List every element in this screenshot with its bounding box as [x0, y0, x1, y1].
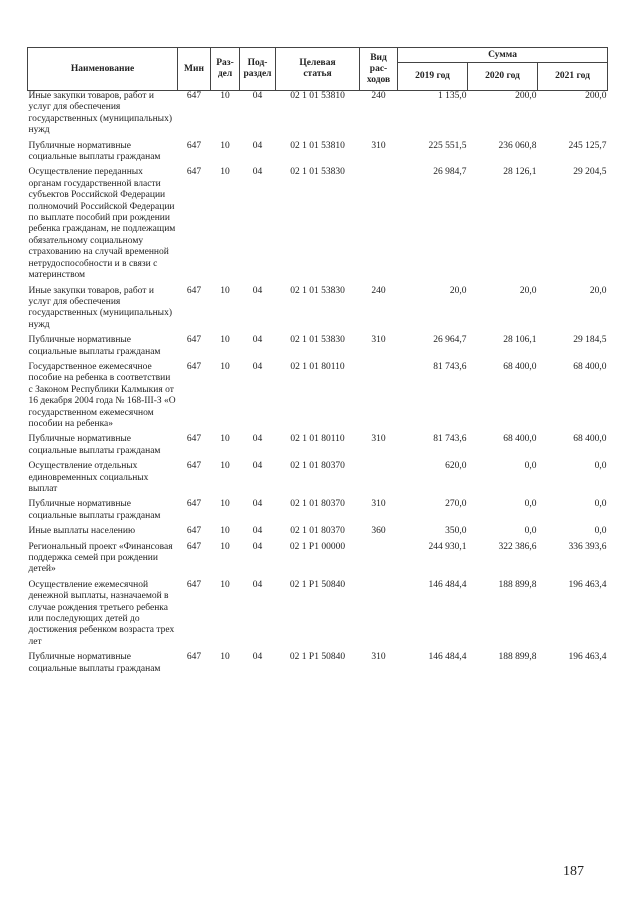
cell-name: Осуществление отдельных единовременных социальных выплат: [28, 461, 149, 494]
cell-y2020: 28 126,1: [503, 167, 537, 178]
cell-vid: [360, 580, 398, 652]
budget-table: [27, 47, 608, 679]
cell-y2021: 196 463,4: [568, 579, 607, 590]
cell-tselevaya: 02 1 01 53830: [290, 285, 345, 296]
cell-name: Иные выплаты населению: [28, 526, 136, 537]
cell-vid: 310: [371, 652, 386, 663]
cell-vid: [360, 461, 398, 499]
table-row: [28, 141, 608, 168]
cell-razdel: 10: [220, 652, 230, 663]
table-row: [28, 580, 608, 652]
cell-y2020: 0,0: [524, 526, 537, 537]
cell-y2020: 188 899,8: [498, 652, 537, 663]
cell-podrazdel: 04: [252, 526, 263, 537]
cell-podrazdel: 04: [252, 91, 263, 101]
cell-podrazdel: 04: [252, 434, 263, 445]
cell-y2021: 68 400,0: [573, 434, 607, 445]
cell-tselevaya: 02 1 P1 50840: [289, 579, 346, 590]
cell-razdel: 10: [220, 140, 230, 151]
cell-razdel: 10: [220, 335, 230, 346]
table-row: [28, 335, 608, 362]
cell-name: Осуществление ежемесячной денежной выплаты, назначаемой в случае рождения третьего ребенка или последующих детей до достижения ребенком возраста трех лет: [28, 579, 175, 647]
cell-min: 647: [186, 140, 202, 151]
table-row: [28, 434, 608, 461]
cell-razdel: 10: [220, 541, 230, 552]
cell-tselevaya: 02 1 01 80370: [290, 461, 345, 472]
cell-tselevaya: 02 1 P1 50840: [289, 652, 346, 663]
cell-podrazdel: 04: [252, 541, 263, 552]
cell-y2019: 146 484,4: [428, 652, 467, 663]
cell-y2019: 270,0: [445, 499, 467, 510]
cell-podrazdel: 04: [252, 335, 263, 346]
cell-razdel: 10: [220, 499, 230, 510]
cell-min: 647: [186, 361, 202, 372]
cell-y2020: 28 106,1: [503, 335, 537, 346]
header-vid: Вид рас- ходов: [360, 48, 398, 91]
cell-min: 647: [186, 526, 202, 537]
cell-y2020: 188 899,8: [498, 579, 537, 590]
header-min: Мин: [178, 48, 211, 91]
cell-vid: 310: [371, 434, 386, 445]
cell-y2019: 350,0: [445, 526, 467, 537]
cell-y2021: 0,0: [594, 526, 607, 537]
cell-vid: 240: [371, 285, 386, 296]
cell-y2021: 245 125,7: [568, 140, 607, 151]
table-body: [28, 91, 608, 680]
table-row: [28, 652, 608, 679]
cell-tselevaya: 02 1 01 80370: [290, 526, 345, 537]
header-2020: 2020 год: [468, 63, 538, 91]
cell-vid: [360, 362, 398, 434]
cell-podrazdel: 04: [252, 461, 263, 472]
header-summa: Сумма: [398, 48, 608, 63]
cell-y2019: 26 964,7: [433, 335, 467, 346]
cell-y2019: 1 135,0: [438, 91, 467, 101]
header-2019: 2019 год: [398, 63, 468, 91]
cell-podrazdel: 04: [252, 499, 263, 510]
cell-y2020: 0,0: [524, 461, 537, 472]
cell-y2020: 68 400,0: [503, 434, 537, 445]
cell-tselevaya: 02 1 P1 00000: [289, 541, 346, 552]
cell-y2021: 68 400,0: [573, 361, 607, 372]
cell-y2021: 200,0: [585, 91, 607, 101]
cell-y2021: 0,0: [594, 461, 607, 472]
cell-razdel: 10: [220, 526, 230, 537]
cell-min: 647: [186, 541, 202, 552]
cell-vid: 310: [371, 140, 386, 151]
cell-vid: [360, 542, 398, 580]
cell-razdel: 10: [220, 361, 230, 372]
cell-name: Региональный проект «Финансовая поддержка семей при рождении детей»: [28, 541, 173, 575]
cell-razdel: 10: [220, 579, 230, 590]
cell-min: 647: [186, 652, 202, 663]
cell-razdel: 10: [220, 91, 230, 101]
cell-y2019: 81 743,6: [433, 434, 467, 445]
header-podrazdel: Под- раздел: [240, 48, 276, 91]
cell-y2021: 0,0: [594, 499, 607, 510]
table-row: [28, 461, 608, 499]
cell-tselevaya: 02 1 01 53830: [290, 167, 345, 178]
cell-vid: 310: [371, 499, 386, 510]
header-name: Наименование: [28, 48, 178, 91]
cell-tselevaya: 02 1 01 80370: [290, 499, 345, 510]
cell-min: 647: [186, 579, 202, 590]
table-row: [28, 542, 608, 580]
cell-y2019: 225 551,5: [428, 140, 467, 151]
cell-y2020: 200,0: [515, 91, 537, 101]
cell-podrazdel: 04: [252, 167, 263, 178]
cell-y2020: 0,0: [524, 499, 537, 510]
cell-vid: 240: [371, 91, 386, 101]
cell-y2020: 20,0: [519, 285, 537, 296]
table-row: [28, 362, 608, 434]
cell-min: 647: [186, 91, 202, 101]
cell-name: Осуществление переданных органам государственной власти субъектов Российской Федерации полномочий Российской Федерации по выплате пособий при рождении ребенка гражданам, не подлежащим обязательному социальному страхованию на случай временной нетрудоспособности и в связи с материнством: [28, 167, 176, 281]
cell-y2020: 322 386,6: [498, 541, 537, 552]
cell-min: 647: [186, 335, 202, 346]
table-row: [28, 286, 608, 336]
header-2021: 2021 год: [538, 63, 608, 91]
cell-y2019: 146 484,4: [428, 579, 467, 590]
cell-y2019: 81 743,6: [433, 361, 467, 372]
cell-podrazdel: 04: [252, 140, 263, 151]
cell-razdel: 10: [220, 167, 230, 178]
cell-y2021: 29 184,5: [573, 335, 607, 346]
cell-tselevaya: 02 1 01 53830: [290, 335, 345, 346]
cell-vid: 310: [371, 335, 386, 346]
cell-tselevaya: 02 1 01 53810: [290, 91, 345, 101]
cell-name: Иные закупки товаров, работ и услуг для обеспечения государственных (муниципальных) нужд: [28, 285, 172, 330]
cell-podrazdel: 04: [252, 285, 263, 296]
cell-tselevaya: 02 1 01 80110: [290, 361, 345, 372]
table-row: [28, 499, 608, 526]
cell-podrazdel: 04: [252, 579, 263, 590]
table-row: [28, 526, 608, 541]
cell-vid: [360, 167, 398, 285]
cell-y2021: 20,0: [589, 285, 607, 296]
cell-y2019: 20,0: [449, 285, 467, 296]
cell-razdel: 10: [220, 285, 230, 296]
cell-podrazdel: 04: [252, 361, 263, 372]
cell-y2019: 620,0: [445, 461, 467, 472]
cell-tselevaya: 02 1 01 80110: [290, 434, 345, 445]
cell-y2019: 26 984,7: [433, 167, 467, 178]
cell-vid: 360: [371, 526, 386, 537]
cell-name: Публичные нормативные социальные выплаты гражданам: [28, 652, 161, 674]
cell-min: 647: [186, 434, 202, 445]
cell-razdel: 10: [220, 434, 230, 445]
cell-y2021: 336 393,6: [568, 541, 607, 552]
page-number: 187: [563, 864, 584, 879]
cell-tselevaya: 02 1 01 53810: [290, 140, 345, 151]
header-tselevaya: Целевая статья: [276, 48, 360, 91]
table-row: [28, 91, 608, 141]
table-header: [28, 48, 608, 91]
cell-y2019: 244 930,1: [428, 541, 467, 552]
cell-name: Публичные нормативные социальные выплаты гражданам: [28, 335, 161, 357]
cell-min: 647: [186, 167, 202, 178]
cell-name: Публичные нормативные социальные выплаты гражданам: [28, 499, 161, 521]
cell-name: Государственное ежемесячное пособие на ребенка в соответствии с Законом Республики Калмыкия от 16 декабря 2004 года № 168-III-З «О государственном ежемесячном пособии на ребенка»: [28, 361, 176, 429]
cell-min: 647: [186, 285, 202, 296]
cell-razdel: 10: [220, 461, 230, 472]
cell-min: 647: [186, 461, 202, 472]
cell-name: Иные закупки товаров, работ и услуг для обеспечения государственных (муниципальных) нужд: [28, 91, 172, 136]
cell-y2020: 68 400,0: [503, 361, 537, 372]
table-row: [28, 167, 608, 285]
cell-name: Публичные нормативные социальные выплаты гражданам: [28, 140, 161, 163]
header-razdel: Раз- дел: [211, 48, 240, 91]
cell-y2021: 29 204,5: [573, 167, 607, 178]
cell-name: Публичные нормативные социальные выплаты гражданам: [28, 434, 161, 456]
cell-min: 647: [186, 499, 202, 510]
cell-podrazdel: 04: [252, 652, 263, 663]
cell-y2020: 236 060,8: [498, 140, 537, 151]
cell-y2021: 196 463,4: [568, 652, 607, 663]
